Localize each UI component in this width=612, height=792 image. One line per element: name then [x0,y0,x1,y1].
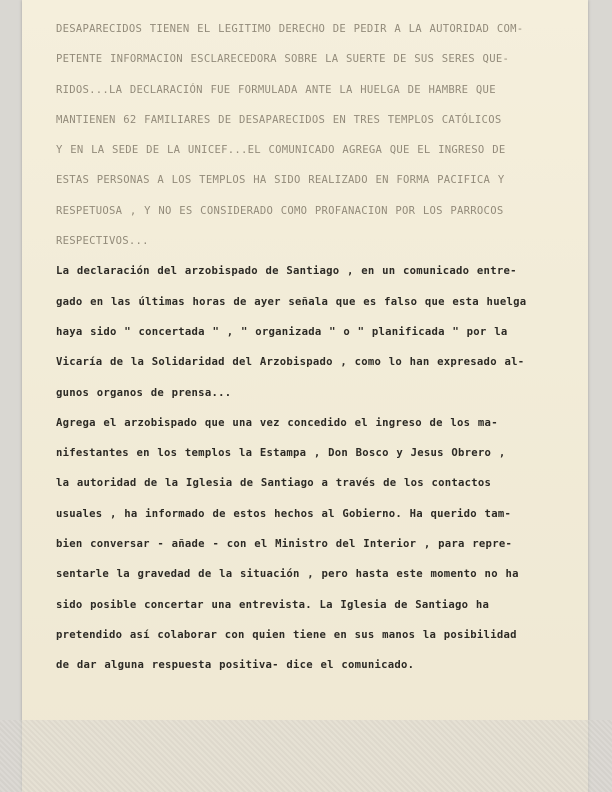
dark-line: gunos organos de prensa... [56,386,232,399]
dark-line: sido posible concertar una entrevista. La Iglesia de Santiago ha [56,598,490,611]
dark-line: La declaración del arzobispado de Santiago , en un comunicado entre- [56,265,517,278]
faint-line: RESPECTIVOS... [56,235,149,248]
faint-line: MANTIENEN 62 FAMILIARES DE DESAPARECIDOS EN TRES TEMPLOS CATÓLICOS [56,113,502,126]
background-texture [0,720,612,792]
dark-line: sentarle la gravedad de la situación , pero hasta este momento no ha [56,568,519,581]
dark-line: la autoridad de la Iglesia de Santiago a través de los contactos [56,477,492,490]
dark-line: de dar alguna respuesta positiva- dice el comunicado. [56,659,415,672]
typed-text-body [56,14,568,681]
dark-line: pretendido así colaborar con quien tiene en sus manos la posibilidad [56,628,517,641]
faint-line: RIDOS...LA DECLARACIÓN FUE FORMULADA ANTE LA HUELGA DE HAMBRE QUE [56,83,496,96]
dark-line: gado en las últimas horas de ayer señala que es falso que esta huelga [56,295,527,308]
faint-line: ESTAS PERSONAS A LOS TEMPLOS HA SIDO REALIZADO EN FORMA PACIFICA Y [56,174,505,187]
dark-line: bien conversar - añade - con el Ministro del Interior , para repre- [56,538,513,551]
faint-line: DESAPARECIDOS TIENEN EL LEGITIMO DERECHO DE PEDIR A LA AUTORIDAD COM- [56,23,524,35]
dark-line: haya sido " concertada " , " organizada " o " planificada " por la [56,325,508,338]
faint-line: PETENTE INFORMACION ESCLARECEDORA SOBRE LA SUERTE DE SUS SERES QUE- [56,53,510,66]
faint-line: RESPETUOSA , Y NO ES CONSIDERADO COMO PROFANACION POR LOS PARROCOS [56,204,504,217]
dark-line: nifestantes en los templos la Estampa , Don Bosco y Jesus Obrero , [56,447,506,460]
dark-line: Vicaría de la Solidaridad del Arzobispado , como lo han expresado al- [56,356,525,369]
faint-line: Y EN LA SEDE DE LA UNICEF...EL COMUNICADO AGREGA QUE EL INGRESO DE [56,144,506,157]
dark-line: Agrega el arzobispado que una vez concedido el ingreso de los ma- [56,416,498,429]
dark-line: usuales , ha informado de estos hechos al Gobierno. Ha querido tam- [56,507,512,520]
